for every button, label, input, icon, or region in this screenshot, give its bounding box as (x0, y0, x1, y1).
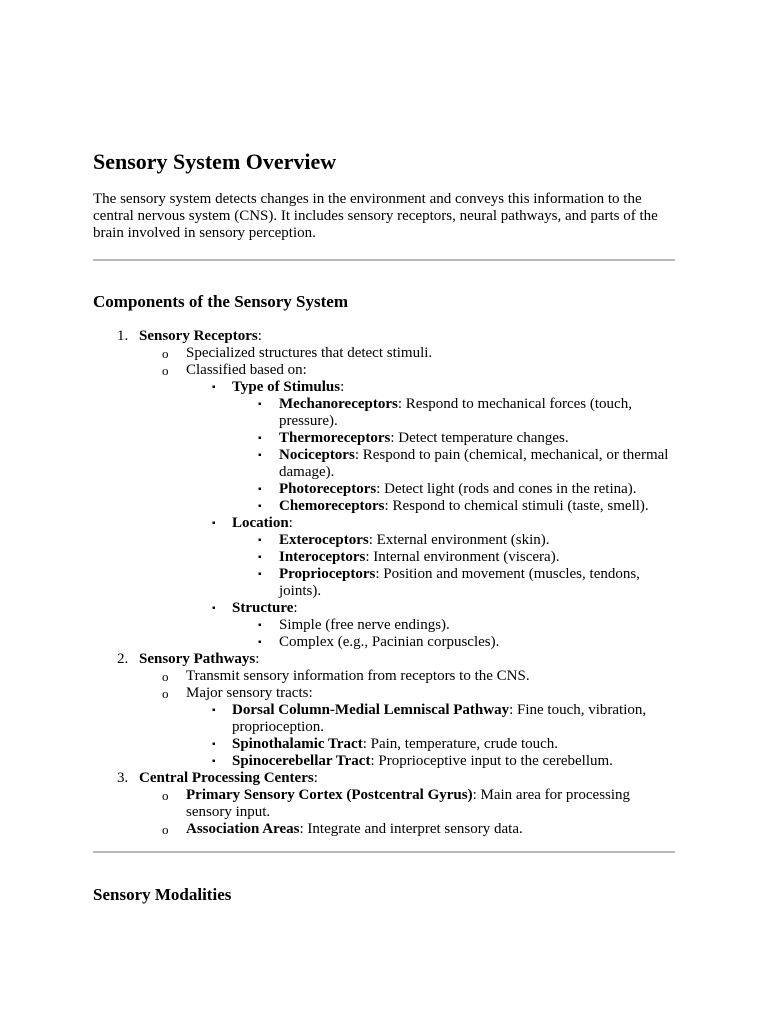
section-heading-modalities: Sensory Modalities (93, 885, 232, 904)
square-bullet: ▪ (258, 569, 262, 580)
square-bullet: ▪ (258, 620, 262, 631)
list-text: Transmit sensory information from receptors to the CNS. (186, 668, 530, 684)
square-bullet: ▪ (212, 518, 216, 529)
list-number: 3. (117, 770, 129, 786)
circle-bullet: o (162, 346, 169, 361)
list-item (93, 617, 675, 634)
list-term: Spinothalamic Tract (232, 736, 363, 752)
list-text: : External environment (skin). (368, 532, 550, 548)
list-text: : Detect light (rods and cones in the retina). (376, 481, 637, 497)
list-text: : Main area for processing sensory input. (186, 787, 631, 820)
list-item (93, 770, 675, 787)
list-item (93, 736, 675, 753)
list-term: Dorsal Column-Medial Lemniscal Pathway (232, 702, 510, 718)
list-term: Primary Sensory Cortex (Postcentral Gyrus) (186, 787, 473, 803)
square-bullet: ▪ (258, 637, 262, 648)
list-term: Photoreceptors (279, 481, 377, 497)
horizontal-divider (93, 259, 675, 261)
list-text: : Respond to pain (chemical, mechanical, or thermal damage). (279, 447, 669, 480)
list-text: Specialized structures that detect stimuli. (186, 345, 433, 361)
list-text: Complex (e.g., Pacinian corpuscles). (279, 634, 500, 650)
list-item (93, 600, 675, 617)
square-bullet: ▪ (258, 484, 262, 495)
square-bullet: ▪ (212, 705, 216, 716)
list-text: : (257, 328, 262, 344)
circle-bullet: o (162, 788, 169, 803)
components-outline (93, 328, 675, 838)
list-text: Classified based on: (186, 362, 307, 378)
list-term: Structure (232, 600, 294, 616)
horizontal-divider (93, 851, 675, 853)
list-term: Thermoreceptors (279, 430, 391, 446)
circle-bullet: o (162, 363, 169, 378)
list-text: : (255, 651, 260, 667)
list-item (93, 685, 675, 702)
intro-paragraph: The sensory system detects changes in the environment and conveys this information to the central nervous system (CNS). It includes sensory receptors, neural pathways, and parts of the brain involved in sensory perception. (93, 191, 658, 241)
list-term: Chemoreceptors (279, 498, 385, 514)
list-item (93, 379, 675, 396)
list-item (93, 481, 675, 498)
list-text: : Position and movement (muscles, tendons, joints). (279, 566, 640, 599)
square-bullet: ▪ (258, 535, 262, 546)
square-bullet: ▪ (258, 552, 262, 563)
list-item (93, 753, 675, 770)
square-bullet: ▪ (212, 603, 216, 614)
list-item (93, 787, 675, 821)
list-text: : (288, 515, 293, 531)
list-term: Type of Stimulus (232, 379, 341, 395)
circle-bullet: o (162, 822, 169, 837)
list-term: Sensory Receptors (139, 328, 258, 344)
list-term: Association Areas (186, 821, 300, 837)
list-item (93, 362, 675, 379)
square-bullet: ▪ (258, 450, 262, 461)
list-item (93, 549, 675, 566)
list-term: Mechanoreceptors (279, 396, 398, 412)
list-number: 2. (117, 651, 129, 667)
list-term: Proprioceptors (279, 566, 376, 582)
circle-bullet: o (162, 669, 169, 684)
list-text: : (293, 600, 298, 616)
square-bullet: ▪ (212, 382, 216, 393)
list-text: : Respond to chemical stimuli (taste, smell). (384, 498, 649, 514)
list-item (93, 821, 675, 838)
square-bullet: ▪ (258, 501, 262, 512)
list-term: Sensory Pathways (139, 651, 256, 667)
list-text: Major sensory tracts: (186, 685, 313, 701)
circle-bullet: o (162, 686, 169, 701)
list-text: Simple (free nerve endings). (279, 617, 450, 633)
list-text: : (313, 770, 318, 786)
list-item (93, 396, 675, 430)
list-item (93, 447, 675, 481)
list-item (93, 566, 675, 600)
square-bullet: ▪ (258, 399, 262, 410)
list-item (93, 328, 675, 345)
list-text: : Detect temperature changes. (390, 430, 569, 446)
list-term: Spinocerebellar Tract (232, 753, 371, 769)
square-bullet: ▪ (212, 739, 216, 750)
square-bullet: ▪ (258, 433, 262, 444)
list-item (93, 634, 675, 651)
list-number: 1. (117, 328, 129, 344)
list-text: : Pain, temperature, crude touch. (362, 736, 559, 752)
list-term: Nociceptors (279, 447, 355, 463)
section-heading-components: Components of the Sensory System (93, 292, 348, 311)
page-title: Sensory System Overview (93, 149, 337, 174)
list-term: Exteroceptors (279, 532, 369, 548)
list-item (93, 702, 675, 736)
list-term: Location (232, 515, 289, 531)
list-text: : Respond to mechanical forces (touch, pressure). (279, 396, 632, 429)
list-item (93, 430, 675, 447)
list-item (93, 668, 675, 685)
list-text: : Proprioceptive input to the cerebellum. (370, 753, 613, 769)
list-item (93, 515, 675, 532)
list-item (93, 498, 675, 515)
list-text: : Fine touch, vibration, proprioception. (232, 702, 647, 735)
list-term: Interoceptors (279, 549, 366, 565)
list-item (93, 532, 675, 549)
list-text: : Integrate and interpret sensory data. (299, 821, 523, 837)
list-term: Central Processing Centers (139, 770, 314, 786)
list-item (93, 345, 675, 362)
list-text: : (340, 379, 345, 395)
list-text: : Internal environment (viscera). (365, 549, 560, 565)
list-item (93, 651, 675, 668)
square-bullet: ▪ (212, 756, 216, 767)
